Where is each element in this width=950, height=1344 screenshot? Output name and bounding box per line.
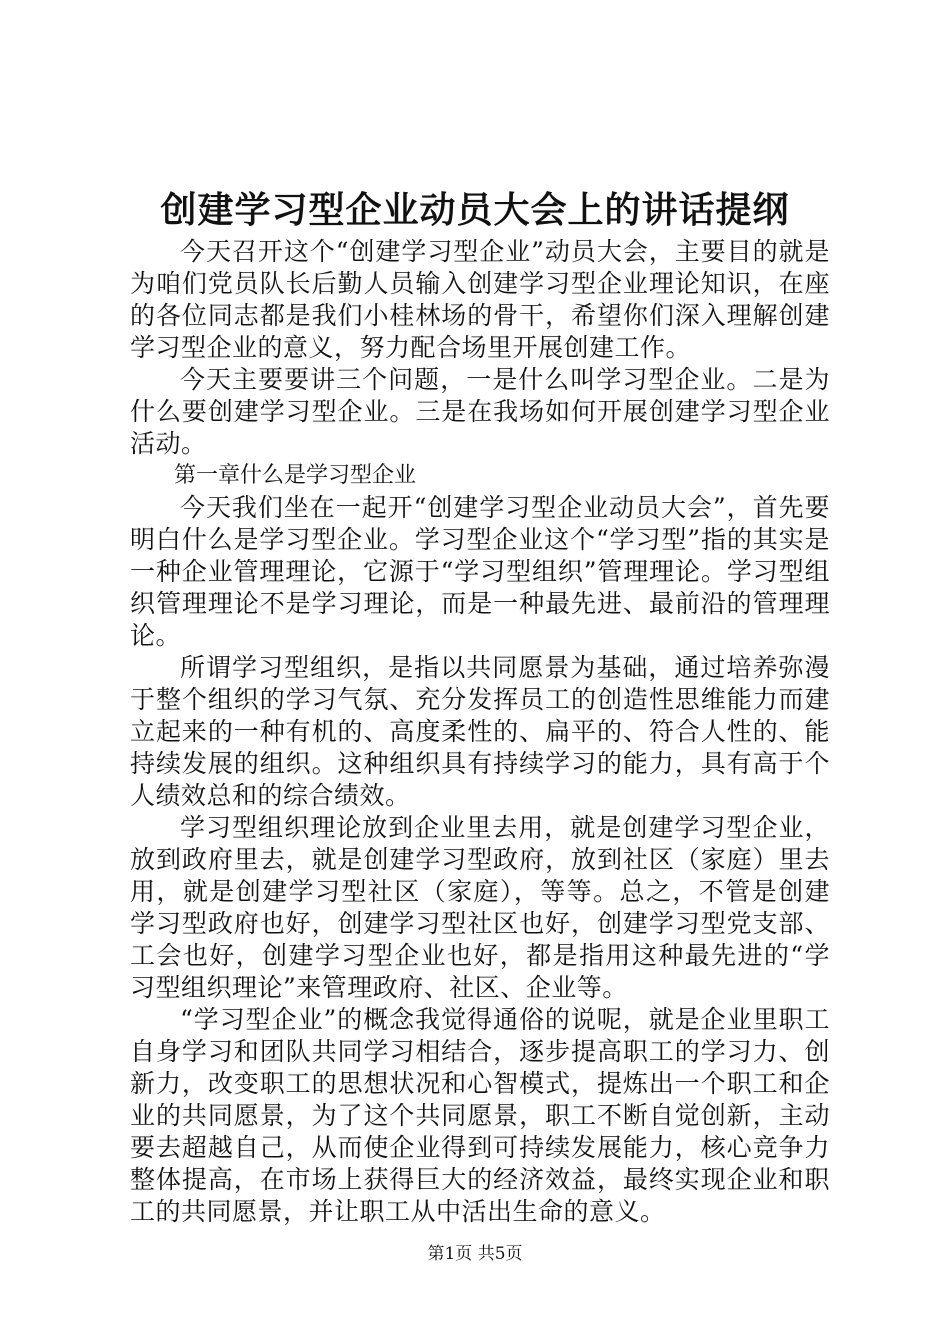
document-title: 创建学习型企业动员大会上的讲话提纲: [160, 189, 790, 231]
page-number: 第1页 共5页: [427, 1244, 523, 1264]
paragraph-concept: “学习型企业”的概念我觉得通俗的说呢，就是企业里职工自身学习和团队共同学习相结合，逐步提高职工的学习力、创新力，改变职工的思想状况和心智模式，提炼出一个职工和企业的共同愿景，为了这个共同愿景，职工不断自觉创新，主动要去超越自己，从而使企业得到可持续发展能力，核心竞争力整体提高，在市场上获得巨大的经济效益，最终实现企业和职工的共同愿景，并让职工从中活出生命的意义。: [130, 1005, 830, 1226]
chapter-heading: 第一章什么是学习型企业: [174, 463, 417, 488]
paragraph-definition: 今天我们坐在一起开“创建学习型企业动员大会”，首先要明白什么是学习型企业。学习型企业这个“学习型”指的其实是一种企业管理理论，它源于“学习型组织”管理理论。学习型组织管理理论不是学习理论，而是一种最先进、最前沿的管理理论。: [130, 493, 830, 650]
document-body: [130, 236, 830, 1228]
paragraph-intro: 今天召开这个“创建学习型企业”动员大会，主要目的就是为咱们党员队长后勤人员输入创建学习型企业理论知识，在座的各位同志都是我们小桂林场的骨干，希望你们深入理解创建学习型企业的意义，努力配合场里开展创建工作。: [130, 237, 830, 362]
paragraph-learning-organization: 所谓学习型组织，是指以共同愿景为基础，通过培养弥漫于整个组织的学习气氛、充分发挥员工的创造性思维能力而建立起来的一种有机的、高度柔性的、扁平的、符合人性的、能持续发展的组织。这种组织具有持续学习的能力，具有高于个人绩效总和的综合绩效。: [130, 653, 830, 810]
paragraph-application: 学习型组织理论放到企业里去用，就是创建学习型企业，放到政府里去，就是创建学习型政府，放到社区（家庭）里去用，就是创建学习型社区（家庭），等等。总之，不管是创建学习型政府也好，创建学习型社区也好，创建学习型党支部、工会也好，创建学习型企业也好，都是指用这种最先进的“学习型组织理论”来管理政府、社区、企业等。: [130, 813, 830, 1002]
paragraph-agenda: 今天主要要讲三个问题，一是什么叫学习型企业。二是为什么要创建学习型企业。三是在我场如何开展创建学习型企业活动。: [130, 365, 830, 458]
